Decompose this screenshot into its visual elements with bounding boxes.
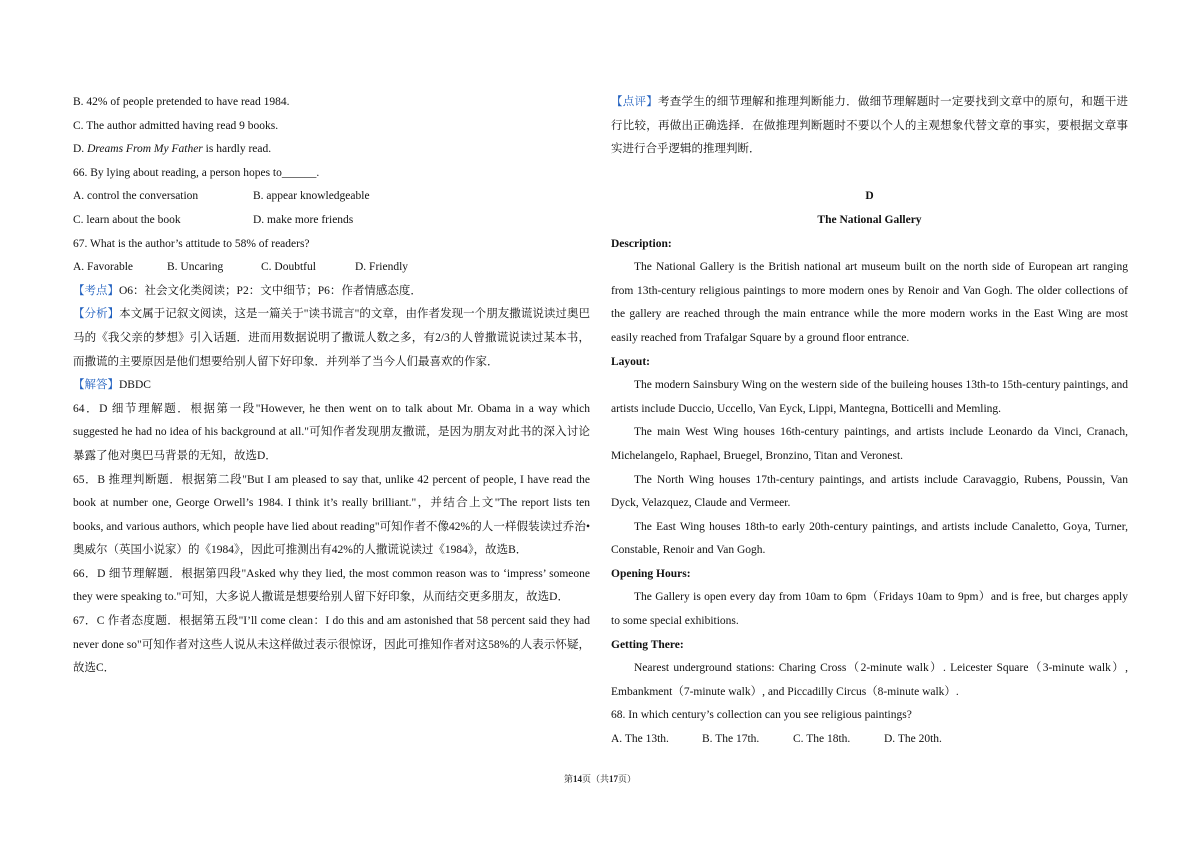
- q66-option-a: A. control the conversation: [73, 190, 199, 203]
- q65-option-d: [73, 138, 590, 162]
- q67-options: [73, 256, 590, 280]
- opening-hours-heading: Opening Hours:: [611, 567, 691, 580]
- kaodian-section: [73, 280, 590, 304]
- q68-option-b: B. The 17th.: [702, 733, 760, 746]
- description-heading: Description:: [611, 237, 672, 250]
- q67-stem: 67. What is the author’s attitude to 58% of readers?: [73, 237, 310, 250]
- layout-west-wing: The main West Wing houses 16th-century paintings, and artists include Leonardo da Vinci, Cranach, Michelangelo, Raphael, Bruegel, Bronzino, Titan and Veronest.: [611, 426, 1128, 462]
- page-number: 14: [572, 774, 582, 784]
- passage-title: The National Gallery: [817, 213, 922, 226]
- footer-mid: 页（共: [581, 774, 609, 784]
- q67-option-a: A. Favorable: [73, 261, 134, 274]
- answer-67: 67．C 作者态度题．根据第五段"I’ll come clean：I do this and am astonished that 58 percent said they had never done so"可知作者对这些人说从未这样做过表示很惊讶，因此可推知作者对这58%的人表示怀疑，故选C．: [73, 615, 590, 675]
- fenxi-text: 本文属于记叙文阅读，这是一篇关于"读书谎言"的文章，由作者发现一个朋友撒谎说读过奥巴马的《我父亲的梦想》引入话题．进而用数据说明了撒谎人数之多，有2/3的人曾撒谎说读过某本书，而撒谎的主要原因是他们想要给别人留下好印象．并列举了当今人们最喜欢的作家．: [73, 308, 591, 368]
- right-column: [611, 91, 1128, 752]
- fenxi-section: [73, 303, 590, 374]
- answer-65: 65．B 推理判断题．根据第二段"But I am pleased to say that, unlike 42 percent of people, I have read the book at number one, George Orwell’s 1984. I think it’s really brilliant."，并结合上文"The report lists ten books, and various authors, which people have lied about reading"可知作者不像42%的人一样假装读过乔治•奥威尔（英国小说家）的《1984》，因此可推测出有42%的人撒谎说读过《1984》，故选B．: [73, 473, 590, 557]
- dianping-section: [611, 91, 1128, 162]
- layout-sainsbury-wing: The modern Sainsbury Wing on the western side of the buileing houses 13th-to 15th-century paintings, and artists include Duccio, Uccello, Van Eyck, Lippi, Mantegna, Botticelli and Memling.: [611, 379, 1128, 415]
- kaodian-tag: 【考点】: [73, 284, 119, 297]
- q68-option-c: C. The 18th.: [793, 733, 851, 746]
- q66-option-d: D. make more friends: [253, 213, 354, 226]
- opening-hours-text: The Gallery is open every day from 10am to 6pm（Fridays 10am to 9pm）and is free, but charges apply to some special exhibitions.: [611, 591, 1128, 628]
- layout-east-wing: The East Wing houses 18th-to early 20th-century paintings, and artists include Canaletto, Goya, Turner, Constable, Renoir and Van Gogh.: [611, 520, 1128, 557]
- q66-option-c: C. learn about the book: [73, 213, 181, 226]
- q65-option-b: B. 42% of people pretended to have read 1984.: [73, 96, 290, 108]
- q66-options-row1: [73, 185, 590, 209]
- footer-suffix: 页）: [618, 774, 637, 784]
- section-letter: D: [865, 190, 874, 203]
- getting-there-text: Nearest underground stations: Charing Cross（2-minute walk）. Leicester Square（3-minute walk）, Embankment（7-minute walk）, and Piccadilly Circus（8-minute walk）.: [611, 662, 1128, 698]
- page-footer: [0, 772, 1200, 785]
- q65-option-c: C. The author admitted having read 9 books.: [73, 119, 279, 132]
- layout-north-wing: The North Wing houses 17th-century paintings, and artists include Caravaggio, Rubens, Poussin, Van Dyck, Velazquez, Claude and Vermeer.: [611, 473, 1128, 510]
- q68-options: [611, 728, 1128, 752]
- q68-stem: 68. In which century’s collection can you see religious paintings?: [611, 709, 912, 722]
- getting-there-heading: Getting There:: [611, 638, 684, 651]
- dianping-text: 考查学生的细节理解和推理判断能力．做细节理解题时一定要找到文章中的原句，和题干进行比较，再做出正确选择．在做推理判断题时不要以个人的主观想象代替文章的事实，要根据文章事实进行合乎逻辑的推理判断．: [611, 96, 1129, 156]
- dianping-tag: 【点评】: [611, 96, 659, 108]
- answer-64: 64．D 细节理解题．根据第一段"However, he then went on to talk about Mr. Obama in a way which suggested he had no idea of his background at all."可知作者发现朋友撒谎，是因为朋友对此书的深入讨论暴露了他对奥巴马背景的无知，故选D．: [73, 402, 590, 462]
- jieda-text: DBDC: [119, 379, 151, 392]
- q66-options-row2: [73, 209, 590, 233]
- left-column: [73, 91, 590, 681]
- book-title: Dreams From My Father: [87, 143, 203, 156]
- q68-option-d: D. The 20th.: [884, 733, 942, 746]
- description-text: The National Gallery is the British national art museum built on the north side of European art ranging from 13th-century religious paintings to more modern ones by Renoir and Van Gogh. The older collections of the gallery are reached through the main entrance while the more modern works in the East Wing are most easily reached from Trafalgar Square by a ground floor entrance.: [611, 261, 1128, 344]
- kaodian-text: O6：社会文化类阅读；P2：文中细节；P6：作者情感态度．: [119, 284, 422, 297]
- answer-66: 66．D 细节理解题．根据第四段"Asked why they lied, the most common reason was to ‘impress’ someone they were speaking to."可知，大多说人撒谎是想要给别人留下好印象，从而结交更多朋友，故选D．: [73, 567, 590, 604]
- footer-prefix: 第: [563, 774, 573, 784]
- layout-heading: Layout:: [611, 355, 650, 368]
- q67-option-c: C. Doubtful: [261, 261, 316, 274]
- total-pages: 17: [609, 774, 618, 784]
- q67-option-d: D. Friendly: [355, 261, 409, 274]
- jieda-section: [73, 374, 590, 398]
- q67-option-b: B. Uncaring: [167, 261, 224, 274]
- q66-option-b: B. appear knowledgeable: [253, 190, 370, 203]
- q66-stem: 66. By lying about reading, a person hopes to______.: [73, 166, 320, 179]
- q65-option-d-suffix: is hardly read.: [202, 143, 272, 156]
- jieda-tag: 【解答】: [73, 379, 119, 392]
- fenxi-tag: 【分析】: [73, 308, 120, 321]
- q65-option-d-prefix: D.: [73, 143, 88, 156]
- spacer: [611, 162, 1128, 186]
- q68-option-a: A. The 13th.: [611, 733, 669, 746]
